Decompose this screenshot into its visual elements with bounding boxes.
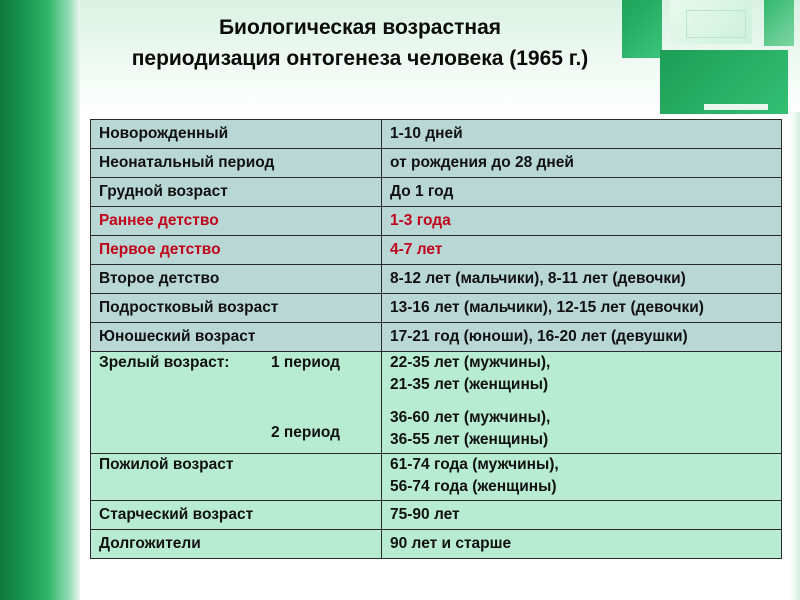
age-cell [382, 352, 782, 454]
table-row [91, 207, 782, 236]
age-line: 56-74 года (женщины) [390, 478, 557, 495]
table-row [91, 323, 782, 352]
age-line: 36-55 лет (женщины) [390, 431, 549, 448]
period-cell: Новорожденный [91, 120, 382, 149]
table-row [91, 265, 782, 294]
period-cell: Неонатальный период [91, 149, 382, 178]
decor-square [764, 0, 794, 46]
right-band [790, 112, 800, 600]
adult-label: Зрелый возраст: [99, 354, 230, 371]
age-cell: 17-21 год (юноши), 16-20 лет (девушки) [382, 323, 782, 352]
period-cell [91, 352, 382, 454]
age-cell: До 1 год [382, 178, 782, 207]
period-cell: Грудной возраст [91, 178, 382, 207]
age-cell: 4-7 лет [382, 236, 782, 265]
age-cell: от рождения до 28 дней [382, 149, 782, 178]
age-line: 36-60 лет (мужчины), [390, 409, 551, 426]
age-cell: 13-16 лет (мальчики), 12-15 лет (девочки) [382, 294, 782, 323]
adult-period-2-label: 2 период [271, 424, 341, 441]
age-line: 21-35 лет (женщины) [390, 376, 549, 393]
period-cell: Второе детство [91, 265, 382, 294]
age-cell: 90 лет и старше [382, 530, 782, 559]
age-cell [382, 454, 782, 501]
period-cell: Старческий возраст [91, 501, 382, 530]
age-cell: 8-12 лет (мальчики), 8-11 лет (девочки) [382, 265, 782, 294]
title-line-1: Биологическая возрастная [218, 16, 502, 39]
table-row [91, 178, 782, 207]
left-green-band [0, 0, 80, 600]
period-cell: Первое детство [91, 236, 382, 265]
table-row [91, 120, 782, 149]
table-row [91, 149, 782, 178]
period-cell: Долгожители [91, 530, 382, 559]
table-row [91, 236, 782, 265]
period-label: Пожилой возраст [99, 456, 234, 473]
adult-period-1-label: 1 период [271, 354, 341, 371]
age-cell: 1-10 дней [382, 120, 782, 149]
age-periods-table [90, 119, 782, 559]
table-row-adult [91, 352, 782, 454]
table-row [91, 501, 782, 530]
table-row-elderly [91, 454, 782, 501]
table-row [91, 530, 782, 559]
age-cell: 75-90 лет [382, 501, 782, 530]
table-row [91, 294, 782, 323]
period-cell: Юношеский возраст [91, 323, 382, 352]
period-cell: Подростковый возраст [91, 294, 382, 323]
decor-frame [686, 10, 746, 38]
age-line: 61-74 года (мужчины), [390, 456, 559, 473]
age-line: 22-35 лет (мужчины), [390, 354, 551, 371]
period-cell [91, 454, 382, 501]
title-line-2: периодизация онтогенеза человека (1965 г.) [131, 47, 589, 70]
decor-strip [704, 104, 768, 110]
age-cell: 1-3 года [382, 207, 782, 236]
period-cell: Раннее детство [91, 207, 382, 236]
page-title [90, 12, 630, 74]
